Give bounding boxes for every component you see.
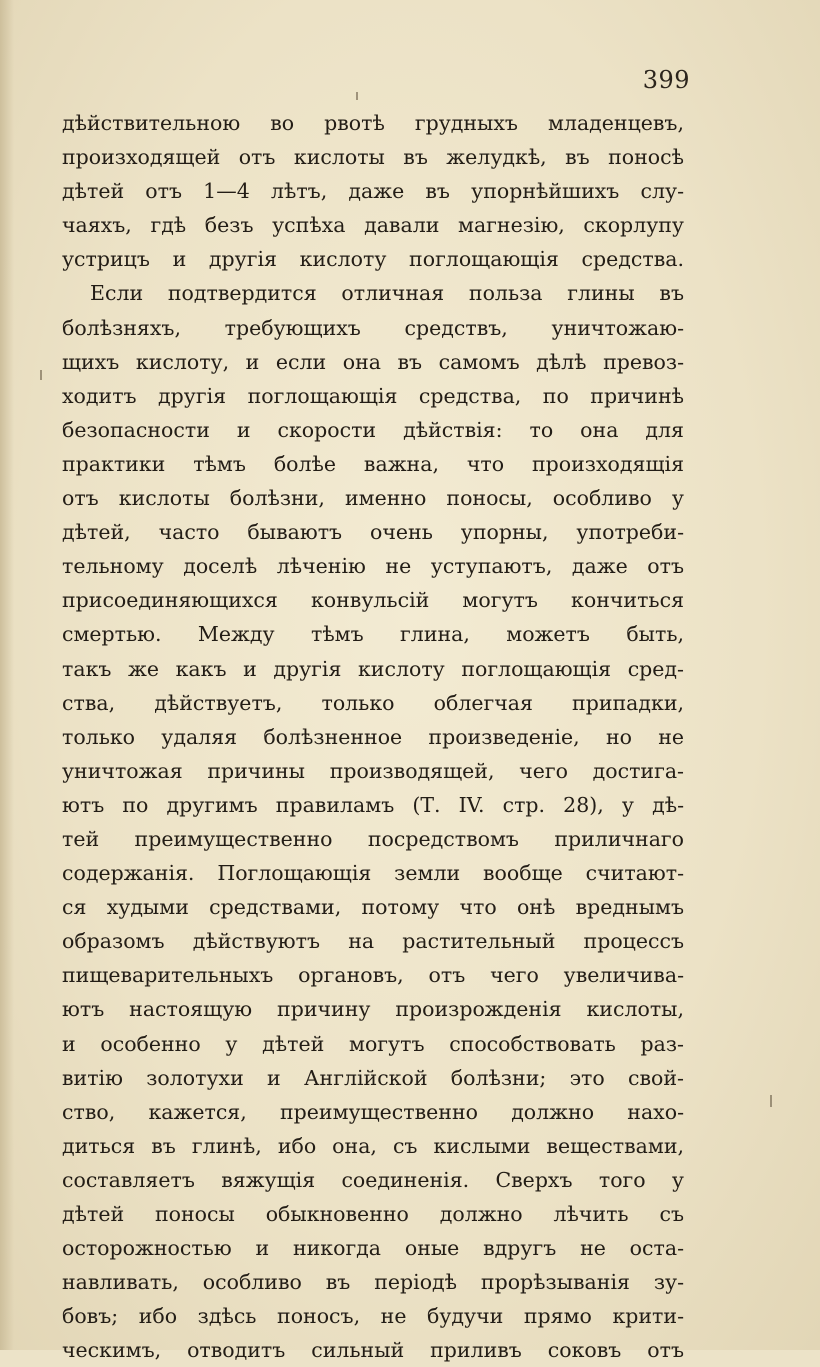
text-line: практики тѣмъ болѣе важна, что произходящія	[62, 451, 684, 476]
text-line: произходящей отъ кислоты въ желудкѣ, въ поносѣ	[62, 145, 684, 170]
text-line: уничтожая причины производящей, чего достига-	[62, 758, 684, 783]
text-line: дѣйствительною во рвотѣ грудныхъ младенцевъ,	[62, 111, 684, 135]
page-number: 399	[642, 66, 690, 94]
text-line: щихъ кислоту, и если она въ самомъ дѣлѣ превоз-	[62, 349, 684, 374]
text-line: осторожностью и никогда оные вдругъ не оста-	[62, 1236, 684, 1261]
text-line: ство, кажется, преимущественно должно нахо-	[62, 1099, 684, 1124]
text-line: Если подтвердится отличная польза глины въ	[90, 281, 684, 306]
text-line: смертью. Между тѣмъ глина, можетъ быть,	[62, 622, 684, 647]
text-line: такъ же какъ и другія кислоту поглощающія сред-	[62, 656, 684, 681]
text-line: болѣзняхъ, требующихъ средствъ, уничтожаю-	[62, 315, 684, 340]
ink-speck	[356, 92, 358, 100]
text-line: только удаляя болѣзненное произведеніе, но не	[62, 724, 684, 749]
text-line: ства, дѣйствуетъ, только облегчая припадки,	[62, 690, 684, 715]
text-line: и особенно у дѣтей могутъ способствовать раз-	[62, 1031, 684, 1056]
text-line: тей преимущественно посредствомъ приличнаго	[62, 826, 684, 851]
text-line: образомъ дѣйствуютъ на растительный процессъ	[62, 929, 684, 954]
ink-speck	[770, 1095, 772, 1107]
body-text	[62, 106, 684, 1367]
text-line: ютъ по другимъ правиламъ (Т. IV. стр. 28), у дѣ-	[62, 792, 684, 817]
text-line: пищеварительныхъ органовъ, отъ чего увеличива-	[62, 963, 684, 988]
text-line: дѣтей, часто бываютъ очень упорны, употреби-	[62, 520, 684, 545]
text-line: чаяхъ, гдѣ безъ успѣха давали магнезію, скорлупу	[62, 213, 684, 238]
text-line: тельному доселѣ лѣченію не уступаютъ, даже отъ	[62, 554, 684, 579]
text-line: ходитъ другія поглощающія средства, по причинѣ	[62, 383, 684, 408]
ink-speck	[40, 370, 42, 380]
text-line: составляетъ вяжущія соединенія. Сверхъ того у	[62, 1167, 684, 1192]
text-line: ческимъ, отводитъ сильный приливъ соковъ отъ	[62, 1338, 684, 1363]
text-line: содержанія. Поглощающія земли вообще считают-	[62, 861, 684, 886]
text-line: дѣтей поносы обыкновенно должно лѣчить съ	[62, 1202, 684, 1226]
text-line: отъ кислоты болѣзни, именно поносы, особливо у	[62, 486, 684, 511]
text-line: витію золотухи и Англійской болѣзни; это свой-	[62, 1065, 684, 1090]
page-binding-shadow	[0, 0, 14, 1350]
text-line: устрицъ и другія кислоту поглощающія средства.	[62, 247, 684, 272]
text-line: диться въ глинѣ, ибо она, съ кислыми веществами,	[62, 1133, 684, 1158]
text-line: ютъ настоящую причину произрожденія кислоты,	[62, 997, 684, 1022]
text-line: дѣтей отъ 1—4 лѣтъ, даже въ упорнѣйшихъ слу-	[62, 179, 684, 204]
text-line: ся худыми средствами, потому что онѣ вреднымъ	[62, 895, 684, 920]
text-line: присоединяющихся конвульсій могутъ кончиться	[62, 588, 684, 613]
text-line: безопасности и скорости дѣйствія: то она для	[62, 417, 684, 442]
text-line: бовъ; ибо здѣсь поносъ, не будучи прямо крити-	[62, 1304, 684, 1329]
text-line: навливать, особливо въ періодѣ прорѣзыванія зу-	[62, 1270, 684, 1295]
